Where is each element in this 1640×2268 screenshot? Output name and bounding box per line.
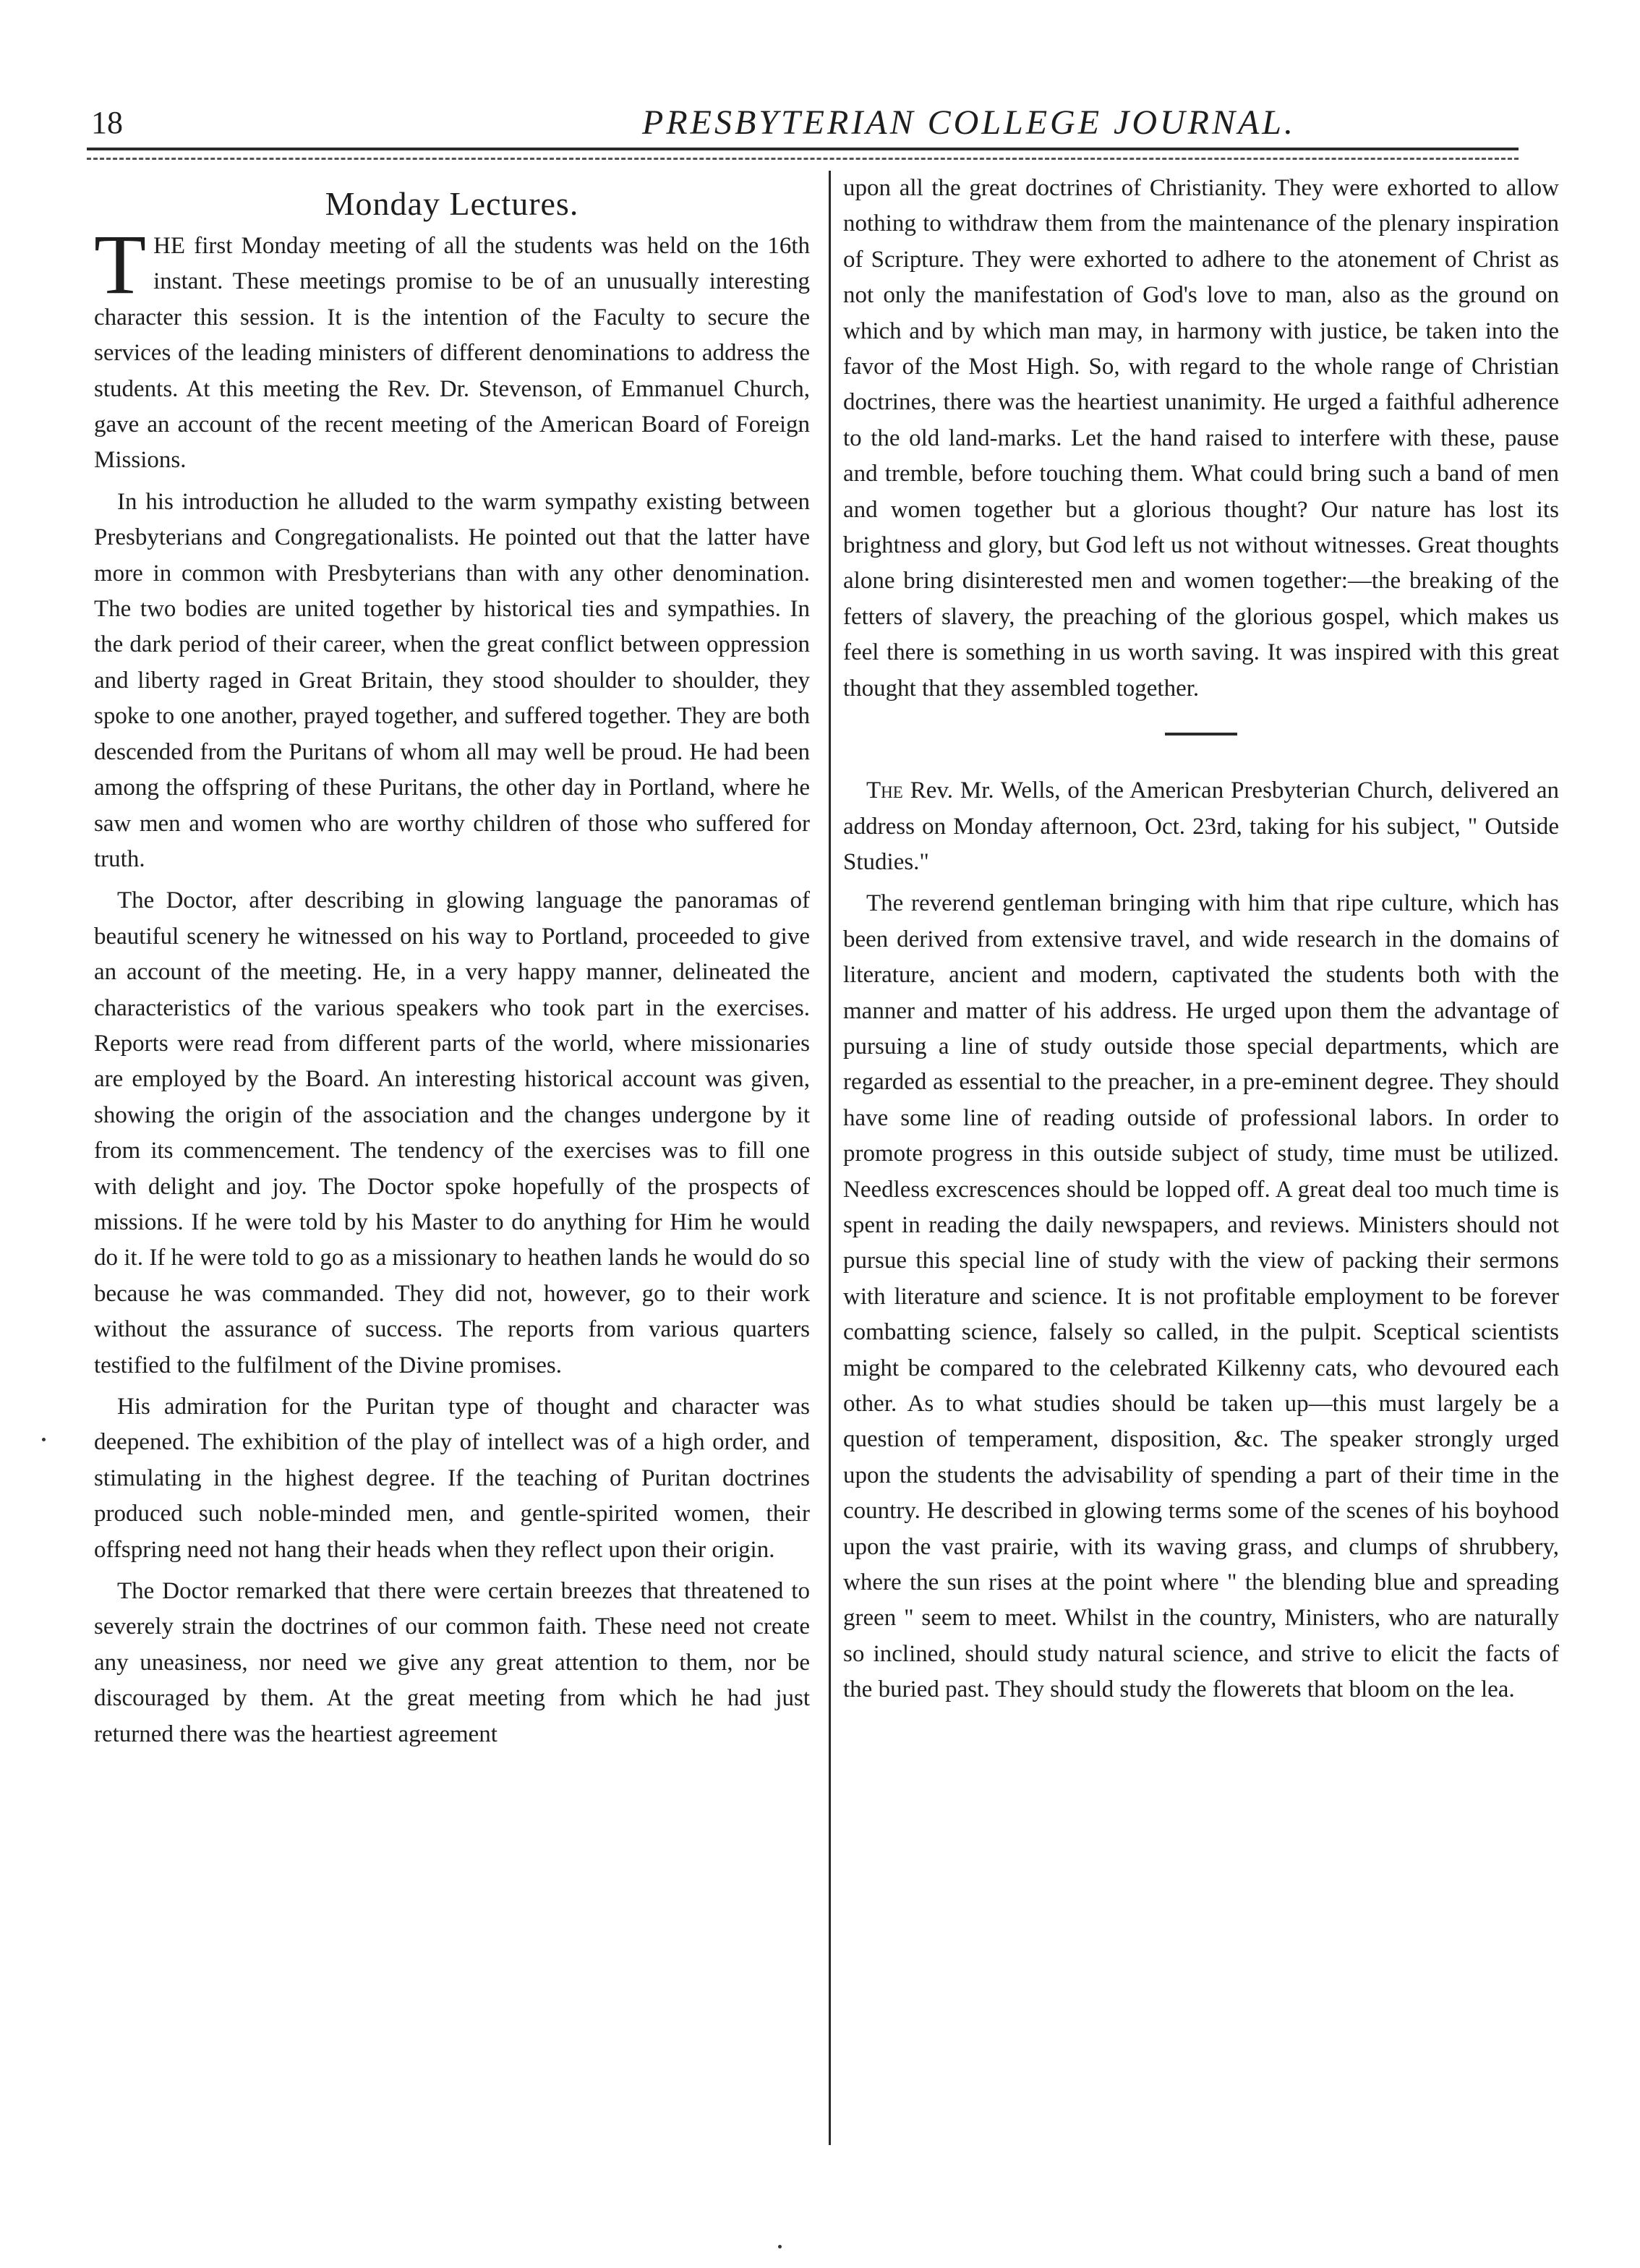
print-speck	[778, 2245, 782, 2248]
small-caps-lead: The	[866, 777, 903, 804]
page-number: 18	[91, 105, 123, 140]
header-rule	[87, 148, 1519, 150]
paragraph-continued: upon all the great doctrines of Christianity. They were exhorted to allow nothing to withdraw them from the maintenance of the plenary inspiration of Scripture. They were exhorted to adhere to the atonement of Christ as not only the manifestation of God's love to man, also as the ground on which and by which man may, in harmony with justice, be taken into the favor of the Most High. So, with regard to the whole range of Christian doctrines, there was the heartiest unanimity. He urged a faithful adherence to the old land-marks. Let the hand raised to interfere with these, pause and tremble, before touching them. What could bring such a band of men and women together but a glorious thought? Our nature has lost its brightness and glory, but God left us not without witnesses. Great thoughts alone bring disinterested men and women together:—the breaking of the fetters of slavery, the preaching of the glorious gospel, which makes us feel there is something in us worth saving. It was inspired with this great thought that they assembled together.	[843, 175, 1559, 702]
paragraph-3: The Doctor, after describing in glowing language the panoramas of beautiful scenery he witnessed on his way to Portland, proceeded to give an account of the meeting. He, in a very happy manner, delineated the characteristics of the various speakers who took part in the exercises. Reports were read from different parts of the world, where missionaries are employed by the Board. An interesting historical account was given, showing the origin of the association and the changes undergone by it from its commencement. The tendency of the exercises was to fill one with delight and joy. The Doctor spoke hopefully of the prospects of missions. If he were told by his Master to do anything for Him he would do it. If he were told to go as a missionary to heathen lands he would do so because he was commanded. They did not, however, go to their work without the assurance of success. The reports from various quarters testified to the fulfilment of the Divine promises.	[94, 887, 810, 1378]
section-separator-rule	[1165, 733, 1237, 736]
right-column	[843, 171, 1559, 1714]
left-column	[94, 174, 810, 1758]
paragraph-1	[94, 217, 810, 479]
section-title: Monday Lectures.	[325, 185, 579, 222]
paragraph-outside-studies: The reverend gentleman bringing with him that ripe culture, which has been derived from extensive travel, and wide research in the domains of literature, ancient and modern, captivated the students both with the manner and matter of his address. He urged upon them the advantage of pursuing a line of study outside those special departments, which are regarded as essential to the preacher, in a pre-eminent degree. They should have some line of reading outside of professional labors. In order to promote progress in this outside subject of study, time must be utilized. Needless excrescences should be lopped off. A great deal too much time is spent in reading the daily newspapers, and reviews. Ministers should not pursue this special line of study with the view of packing their sermons with literature and science. It is not profitable employment to be forever combatting science, falsely so called, in the pulpit. Sceptical scientists might be compared to the celebrated Kilkenny cats, who devoured each other. As to what studies should be taken up—this must largely be a question of temperament, disposition, &c. The speaker strongly urged upon the students the advisability of spending a part of their time in the country. He described in glowing terms some of the scenes of his boyhood upon the vast prairie, with its waving grass, and clumps of shrubbery, where the sun rises at the point where " the blending blue and spreading green " seem to meet. Whilst in the country, Ministers, who are naturally so inclined, should study natural science, and strive to elicit the facts of the buried past. They should study the flowerets that bloom on the lea.	[843, 890, 1559, 1703]
paragraph-wells-intro-text: Rev. Mr. Wells, of the American Presbyterian Church, delivered an address on Monday afternoon, Oct. 23rd, taking for his subject, " Outside Studies."	[843, 777, 1559, 875]
paragraph-4: His admiration for the Puritan type of thought and character was deepened. The exhibition of the play of intellect was of a high order, and stimulating in the highest degree. If the teaching of Puritan doctrines produced such noble-minded men, and gentle-spirited women, their offspring need not hang their heads when they reflect upon their origin.	[94, 1394, 810, 1563]
paragraph-5: The Doctor remarked that there were certain breezes that threatened to severely strain the doctrines of our common faith. These need not create any uneasiness, nor need we give any great attention to them, nor be discouraged by them. At the great meeting from which he had just returned there was the heartiest agreement	[94, 1578, 810, 1747]
paragraph-2: In his introduction he alluded to the warm sympathy existing between Presbyterians and Congregationalists. He pointed out that the latter have more in common with Presbyterians than with any other denomination. The two bodies are united together by historical ties and sympathies. In the dark period of their career, when the great conflict between oppression and liberty raged in Great Britain, they stood shoulder to shoulder, they spoke to one another, prayed together, and suffered together. They are both descended from the Puritans of whom all may well be proud. He had been among the offspring of these Puritans, the other day in Portland, where he saw men and women who are worthy children of those who suffered for truth.	[94, 488, 810, 872]
running-head: PRESBYTERIAN COLLEGE JOURNAL.	[642, 103, 1296, 142]
header-dashed-rule	[87, 158, 1519, 160]
paragraph-wells-intro	[843, 773, 1559, 880]
print-speck	[42, 1438, 46, 1441]
paragraph-1-text: HE first Monday meeting of all the students was held on the 16th instant. These meetings promise to be of an unusually interesting character this session. It is the intention of the Faculty to secure the services of the leading ministers of different denominations to address the students. At this meeting the Rev. Dr. Stevenson, of Emmanuel Church, gave an account of the recent meeting of the American Board of Foreign Missions.	[94, 233, 810, 474]
drop-cap: T	[94, 217, 147, 312]
column-divider	[829, 171, 831, 2145]
